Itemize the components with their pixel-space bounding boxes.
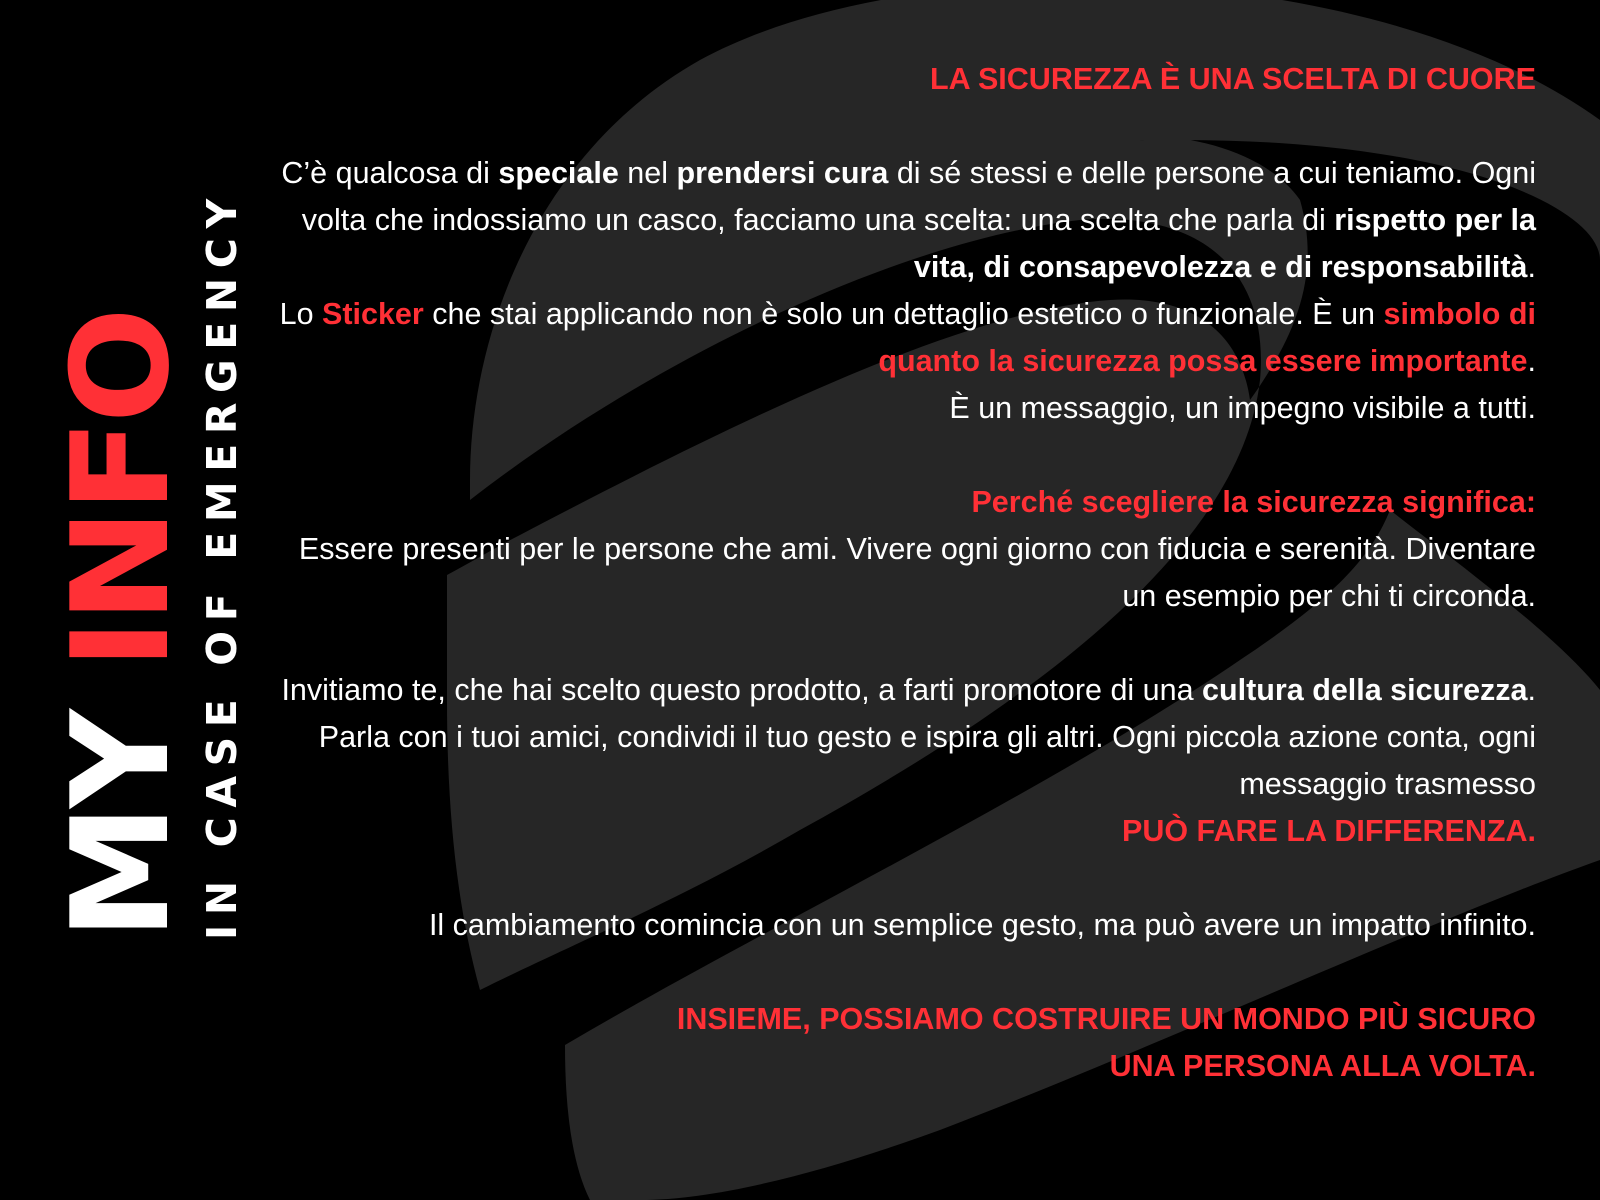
brand-logo [43, 246, 199, 940]
text-segment: Invitiamo te, che hai scelto questo prodotto, a farti promotore di una [281, 673, 1203, 707]
subheading-perche: Perché scegliere la sicurezza significa: [971, 485, 1536, 519]
paragraph-essere-presenti: Essere presenti per le persone che ami. Vivere ogni giorno con fiducia e serenità. Diventare un esempio per chi ti circonda. [298, 532, 1536, 613]
paragraph-intro [276, 150, 1536, 291]
text-segment: di sé stessi e delle persone a cui teniamo. Ogni volta che indossiamo un casco, facciamo una scelta: una scelta che parla di [301, 156, 1536, 237]
brand-my: MY [43, 713, 199, 940]
text-segment: . [1527, 250, 1536, 284]
paragraph-cambiamento: Il cambiamento comincia con un semplice gesto, ma può avere un impatto infinito. [428, 908, 1536, 942]
text-highlight-sticker: Sticker [322, 297, 424, 331]
main-text [276, 56, 1536, 1090]
vertical-brand [43, 189, 260, 940]
brand-tagline: IN CASE OF EMERGENCY [198, 189, 246, 940]
text-segment: Lo [279, 297, 323, 331]
brand-info: INFO [43, 311, 199, 670]
text-segment: nel [618, 156, 677, 190]
text-segment: che stai applicando non è solo un dettaglio estetico o funzionale. È un [423, 297, 1384, 331]
page-title: LA SICUREZZA È UNA SCELTA DI CUORE [929, 62, 1536, 96]
closing-line-2: UNA PERSONA ALLA VOLTA. [1109, 1049, 1536, 1083]
paragraph-invitiamo [276, 667, 1536, 855]
text-segment: C’è qualcosa di [281, 156, 499, 190]
text-segment: . Parla con i tuoi amici, condividi il tuo gesto e ispira gli altri. Ogni piccola azione conta, ogni messaggio trasmesso [318, 673, 1536, 801]
text-highlight-simbolo: simbolo di quanto la sicurezza possa essere importante [878, 297, 1536, 378]
text-segment: . [1527, 344, 1536, 378]
text-bold-prendersi-cura: prendersi cura [676, 156, 889, 190]
closing-line-1: INSIEME, POSSIAMO COSTRUIRE UN MONDO PIÙ SICURO [676, 1002, 1536, 1036]
text-bold-speciale: speciale [498, 156, 619, 190]
text-bold-rispetto: rispetto per la vita, di consapevolezza e di responsabilità [913, 203, 1536, 284]
paragraph-messaggio: È un messaggio, un impegno visibile a tutti. [949, 391, 1536, 425]
text-highlight-differenza: PUÒ FARE LA DIFFERENZA. [1121, 814, 1536, 848]
paragraph-sticker [276, 291, 1536, 385]
text-bold-cultura: cultura della sicurezza [1202, 673, 1528, 707]
